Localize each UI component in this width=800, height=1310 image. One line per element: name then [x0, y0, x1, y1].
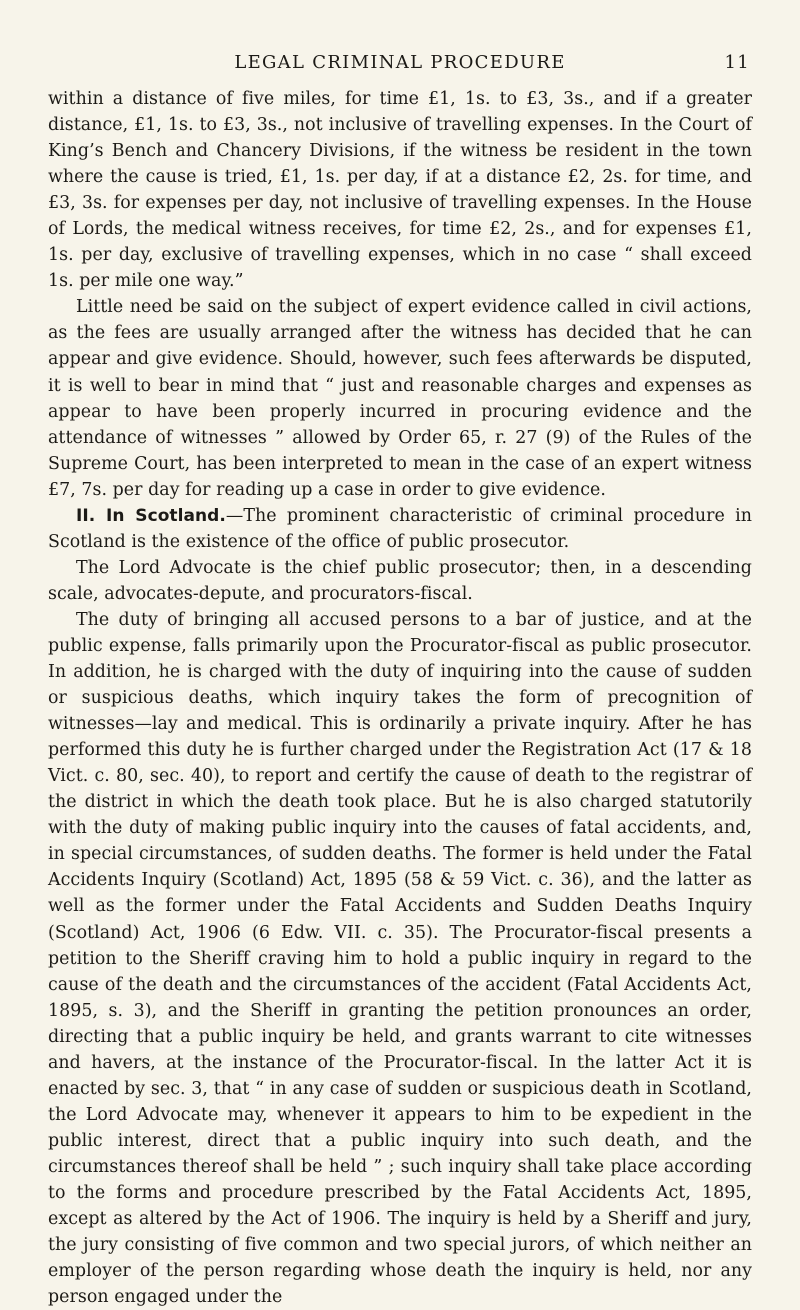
body-text — [48, 86, 752, 1310]
running-title: LEGAL CRIMINAL PROCEDURE — [234, 52, 566, 73]
paragraph-scotland-intro — [48, 503, 752, 555]
section-intro-text: —The prominent characteristic of criminal procedure in Scotland is the existence of the office of public prosecutor. — [48, 505, 753, 552]
running-header — [48, 52, 752, 86]
paragraph-lord-advocate: The Lord Advocate is the chief public prosecutor; then, in a descending scale, advocates-depute, and procurators-fiscal. — [48, 557, 752, 604]
paragraph-fees-continued: within a distance of five miles, for time £1, 1s. to £3, 3s., and if a greater distance, £1, 1s. to £3, 3s., not inclusive of travelling expenses. In the Court of King’s Bench and Chancery Divisions, if the witness be resident in the town where the cause is tried, £1, 1s. per day, if at a distance £2, 2s. for time, and £3, 3s. for expenses per day, not inclusive of travelling expenses. In the House of Lords, the medical witness receives, for time £2, 2s., and for expenses £1, 1s. per day, exclusive of travelling expenses, which in no case “ shall exceed 1s. per mile one way.” — [48, 89, 752, 292]
section-heading: II. In Scotland. — [76, 505, 226, 526]
paragraph-procurator-fiscal: The duty of bringing all accused persons to a bar of justice, and at the public expense, falls primarily upon the Procurator-fiscal as public prosecutor. In addition, he is charged with the duty of inquiring into the cause of sudden or suspicious deaths, which inquiry takes the form of precognition of witnesses—lay and medical. This is ordinarily a private inquiry. After he has performed this duty he is further charged under the Registration Act (17 & 18 Vict. c. 80, sec. 40), to report and certify the cause of death to the registrar of the district in which the death took place. But he is also charged statutorily with the duty of making public inquiry into the causes of fatal accidents, and, in special circumstances, of sudden deaths. The former is held under the Fatal Accidents Inquiry (Scotland) Act, 1895 (58 & 59 Vict. c. 36), and the latter as well as the former under the Fatal Accidents and Sudden Deaths Inquiry (Scotland) Act, 1906 (6 Edw. VII. c. 35). The Procurator-fiscal presents a petition to the Sheriff craving him to hold a public inquiry in regard to the cause of the death and the circumstances of the accident (Fatal Accidents Act, 1895, s. 3), and the Sheriff in granting the petition pronounces an order, directing that a public inquiry be held, and grants warrant to cite witnesses and havers, at the instance of the Procurator-fiscal. In the latter Act it is enacted by sec. 3, that “ in any case of sudden or suspicious death in Scotland, the Lord Advocate may, whenever it appears to him to be expedient in the public interest, direct that a public inquiry into such death, and the circumstances thereof shall be held ” ; such inquiry shall take place according to the forms and procedure prescribed by the Fatal Accidents Act, 1895, except as altered by the Act of 1906. The inquiry is held by a Sheriff and jury, the jury consisting of five common and two special jurors, of which neither an employer of the person regarding whose death the inquiry is held, nor any person engaged under the — [48, 609, 752, 1308]
paragraph-expert-evidence: Little need be said on the subject of expert evidence called in civil actions, as the fees are usually arranged after the witness has decided that he can appear and give evidence. Should, however, such fees afterwards be disputed, it is well to bear in mind that “ just and reasonable charges and expenses as appear to have been properly incurred in procuring evidence and the attendance of witnesses ” allowed by Order 65, r. 27 (9) of the Rules of the Supreme Court, has been interpreted to mean in the case of an expert witness £7, 7s. per day for reading up a case in order to give evidence. — [48, 297, 752, 500]
page-number: 11 — [724, 52, 750, 73]
